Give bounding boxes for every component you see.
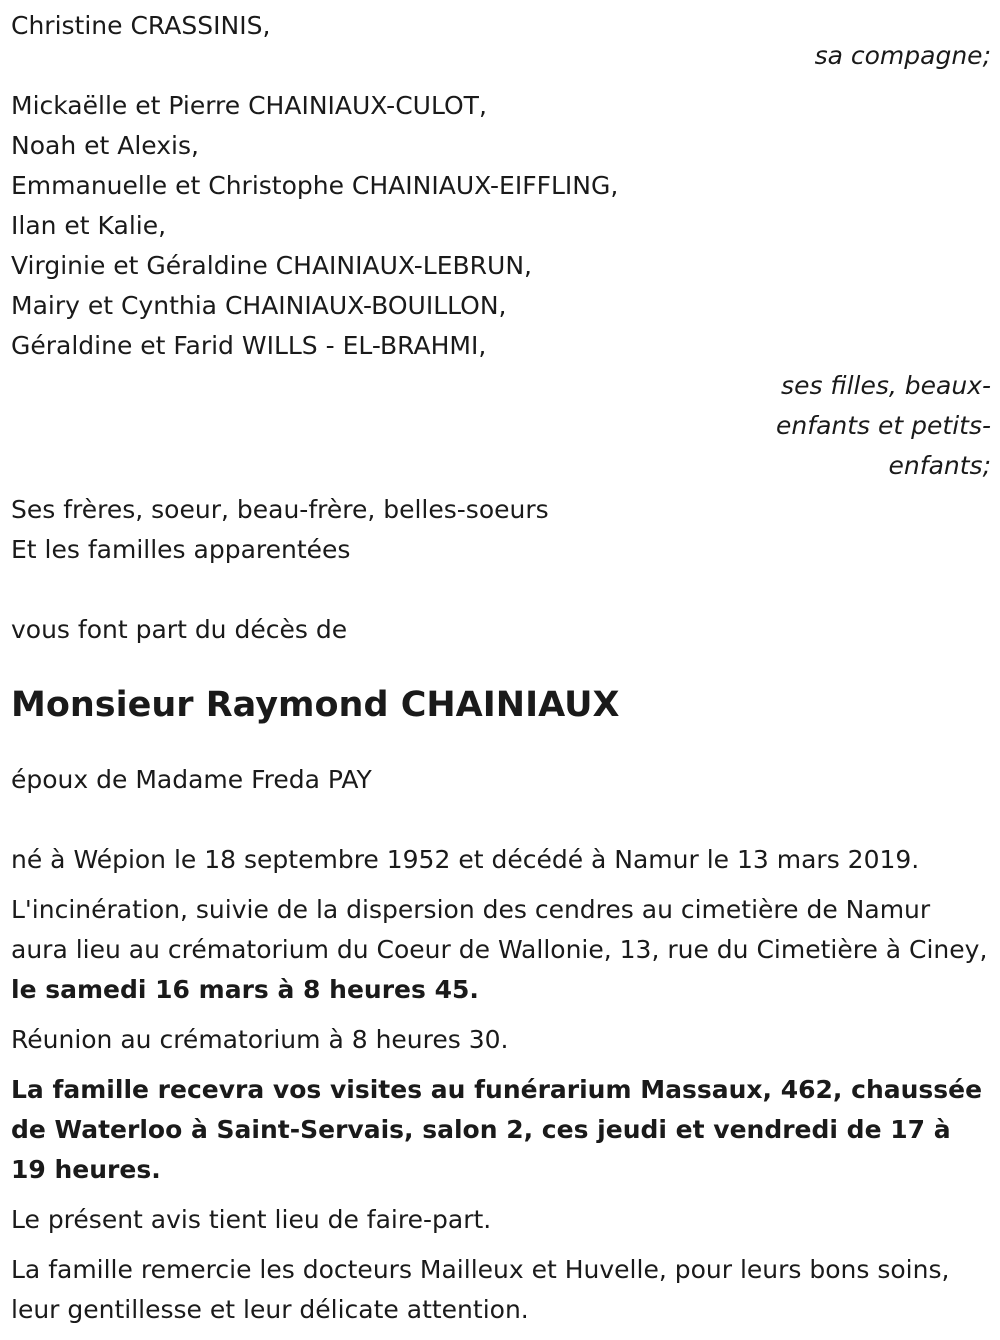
children-line: Noah et Alexis, — [11, 131, 199, 160]
birth-death: né à Wépion le 18 septembre 1952 et décédé à Namur le 13 mars 2019. — [11, 845, 920, 874]
children-list — [11, 86, 991, 366]
children-line: Mairy et Cynthia CHAINIAUX-BOUILLON, — [11, 291, 507, 320]
announcement: vous font part du décès de — [11, 615, 348, 644]
deceased-name: Monsieur Raymond CHAINIAUX — [11, 685, 620, 725]
children-role-line: enfants; — [888, 451, 991, 480]
visits-info: La famille recevra vos visites au funérarium Massaux, 462, chaussée de Waterloo à Saint-Servais, salon 2, ces jeudi et vendredi de 17 à 19 heures. — [11, 1075, 983, 1184]
spouse: époux de Madame Freda PAY — [11, 765, 372, 794]
cremation-date: le samedi 16 mars à 8 heures 45. — [11, 975, 479, 1004]
meeting-info: Réunion au crématorium à 8 heures 30. — [11, 1025, 509, 1054]
children-line: Virginie et Géraldine CHAINIAUX-LEBRUN, — [11, 251, 532, 280]
children-role-line: enfants et petits- — [776, 411, 991, 440]
thanks-info: La famille remercie les docteurs Mailleux et Huvelle, pour leurs bons soins, leur gentillesse et leur délicate attention. — [11, 1255, 950, 1324]
partner-role: sa compagne; — [814, 41, 991, 70]
children-line: Ilan et Kalie, — [11, 211, 167, 240]
relatives-line: Ses frères, soeur, beau-frère, belles-soeurs — [11, 495, 549, 524]
children-line: Emmanuelle et Christophe CHAINIAUX-EIFFLING, — [11, 171, 619, 200]
relatives-list — [11, 490, 991, 570]
children-role — [11, 366, 991, 486]
cremation-details — [11, 890, 991, 1010]
children-line: Géraldine et Farid WILLS - EL-BRAHMI, — [11, 331, 487, 360]
children-role-line: ses filles, beaux- — [781, 371, 991, 400]
notice-info: Le présent avis tient lieu de faire-part. — [11, 1205, 492, 1234]
children-line: Mickaëlle et Pierre CHAINIAUX-CULOT, — [11, 91, 487, 120]
obituary-notice — [11, 6, 991, 1340]
relatives-line: Et les familles apparentées — [11, 535, 351, 564]
partner-name: Christine CRASSINIS, — [11, 11, 271, 40]
cremation-text: L'incinération, suivie de la dispersion des cendres au cimetière de Namur aura lieu au crématorium du Coeur de Wallonie, 13, rue du Cimetière à Ciney, — [11, 895, 988, 964]
